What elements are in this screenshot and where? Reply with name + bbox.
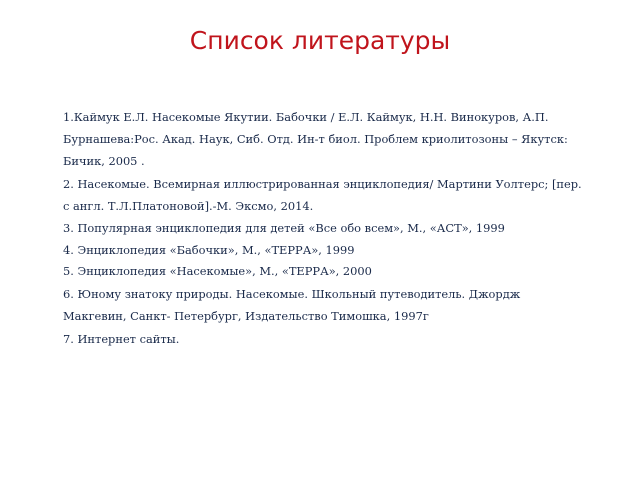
reference-item-2 xyxy=(63,173,583,217)
page-title: Список литературы xyxy=(189,26,451,55)
reference-item-5 xyxy=(63,261,583,282)
reference-item-1 xyxy=(63,106,583,172)
reference-line: с англ. Т.Л.Платоновой].-М. Эксмо, 2014. xyxy=(63,199,314,213)
reference-line: 5. Энциклопедия «Насекомые», М., «ТЕРРА», 2000 xyxy=(63,264,372,278)
reference-line: 4. Энциклопедия «Бабочки», М., «ТЕРРА», 1999 xyxy=(63,242,355,257)
reference-line: Макгевин, Санкт- Петербург, Издательство Тимошка, 1997г xyxy=(63,308,429,323)
reference-line: 1.Каймук Е.Л. Насекомые Якутии. Бабочки / Е.Л. Каймук, Н.Н. Винокуров, А.П. xyxy=(63,110,549,124)
reference-line: 6. Юному знатоку природы. Насекомые. Школьный путеводитель. Джордж xyxy=(63,286,521,301)
reference-list xyxy=(63,106,583,351)
reference-item-6 xyxy=(63,283,583,327)
reference-line: 3. Популярная энциклопедия для детей «Все обо всем», М., «АСТ», 1999 xyxy=(63,221,505,235)
reference-item-4 xyxy=(63,240,583,261)
reference-item-7 xyxy=(63,328,583,350)
reference-line: Бурнашева:Рос. Акад. Наук, Сиб. Отд. Ин-т биол. Проблем криолитозоны – Якутск: xyxy=(63,132,568,146)
reference-item-3 xyxy=(63,218,583,239)
reference-line: Бичик, 2005 . xyxy=(63,154,145,168)
reference-line: 2. Насекомые. Всемирная иллюстрированная энциклопедия/ Мартини Уолтерс; [пер. xyxy=(63,177,582,191)
reference-line: 7. Интернет сайты. xyxy=(63,331,180,346)
